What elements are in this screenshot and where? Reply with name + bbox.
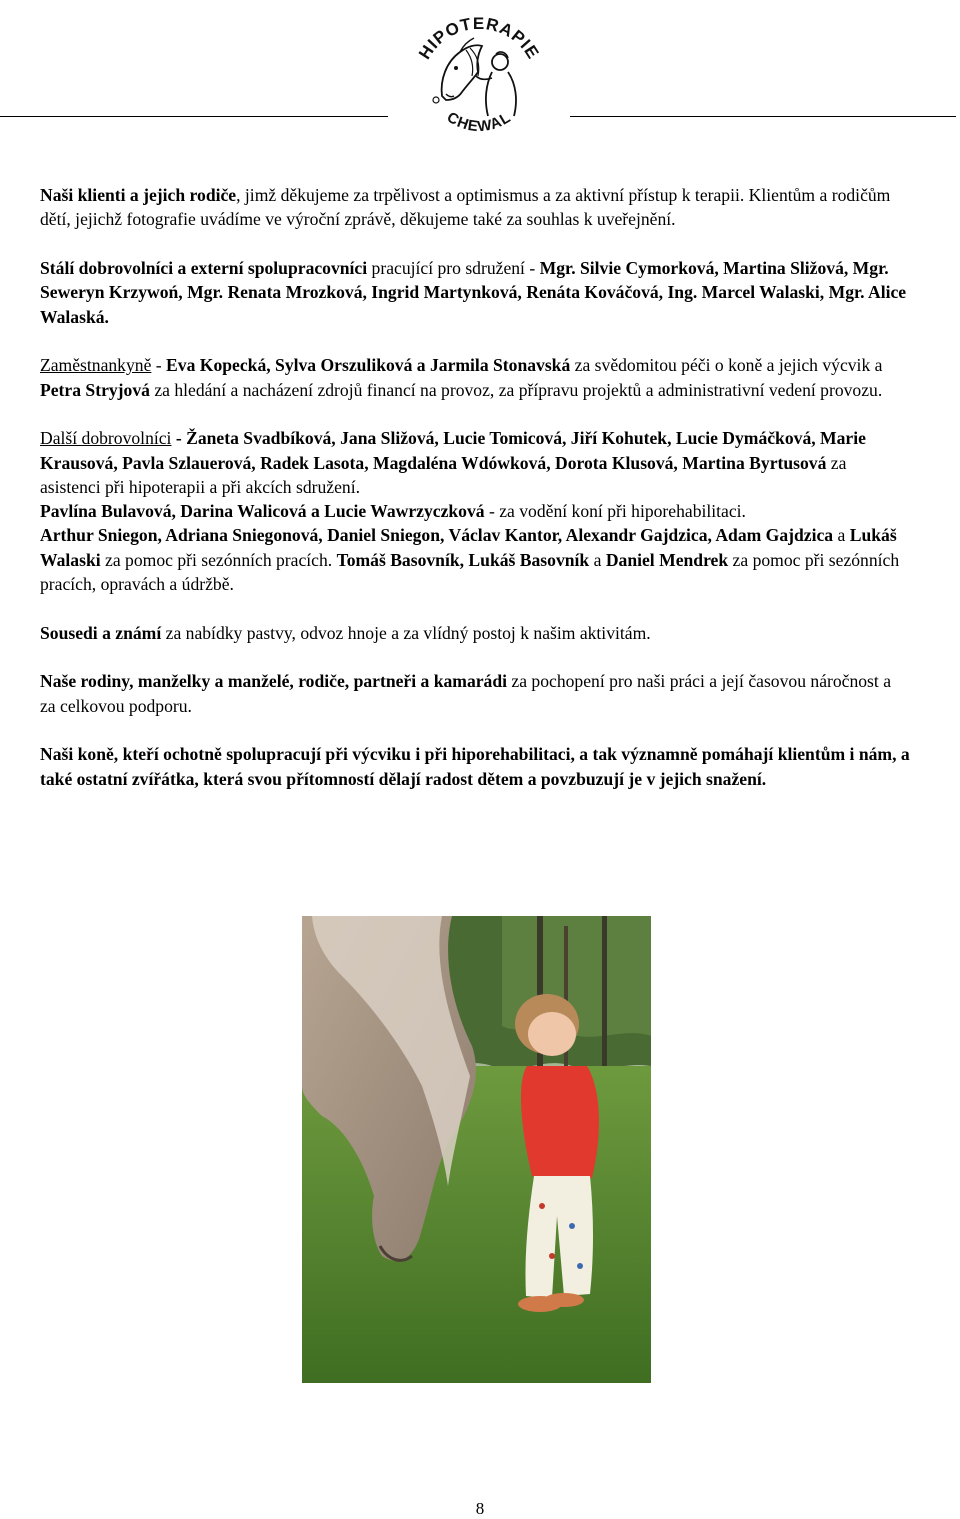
document-body	[40, 183, 910, 791]
text-run: Stálí dobrovolníci a externí spolupracovníci	[40, 257, 368, 278]
paragraph	[40, 256, 910, 329]
text-run: Lukáš Walaski	[40, 525, 897, 570]
text-run: Další dobrovolníci	[40, 428, 172, 449]
paragraph	[40, 742, 910, 791]
paragraph	[40, 353, 910, 402]
photo-horse-and-child	[302, 916, 651, 1383]
text-run: Naše rodiny, manželky a manželé, rodiče, partneři a kamarádi	[40, 671, 508, 692]
svg-text:CHEWAL: CHEWAL	[443, 108, 515, 136]
text-run: za pomoc při sezónních pracích.	[100, 549, 337, 570]
text-run: Petra Stryjová	[40, 379, 150, 400]
page-number: 8	[475, 1499, 485, 1518]
text-run: Daniel Mendrek	[605, 549, 729, 570]
text-run: pracující pro sdružení -	[367, 257, 540, 278]
svg-text:HIPOTERAPIE: HIPOTERAPIE	[415, 14, 543, 63]
text-run: Mgr. Silvie Cymorková, Martina Sližová, Mgr. Seweryn Krzywoń, Mgr. Renata Mrozková, Ingrid Martynková, Renáta Kováčová, Ing. Marcel Walaski, Mgr. Alice Walaská.	[40, 257, 907, 327]
header-rule-left	[0, 116, 388, 117]
paragraph	[40, 499, 910, 523]
text-run: Pavlína Bulavová, Darina Walicová a Lucie Wawrzyczková	[40, 501, 485, 522]
text-run: za asistenci při hipoterapii a při akcích sdružení.	[40, 452, 847, 497]
text-run: , jimž děkujeme za trpělivost a optimismus a za aktivní přístup k terapii. Klientům a rodičům dětí, jejichž fotografie uvádíme ve výroční zprávě, děkujeme také za souhlas k uveřejnění.	[40, 185, 891, 230]
text-run: za svědomitou péči o koně a jejich výcvik a	[570, 355, 883, 376]
text-run: Eva Kopecká, Sylva Orszuliková a Jarmila Stonavská	[166, 355, 571, 376]
text-run: Naši klienti a jejich rodiče	[40, 185, 237, 205]
text-run: a	[833, 525, 850, 546]
text-run: za pomoc při sezónních pracích, opravách a údržbě.	[40, 549, 900, 595]
text-run: - za vodění koní při hiporehabilitaci.	[484, 501, 746, 522]
paragraph	[40, 621, 910, 645]
paragraph	[40, 523, 910, 596]
page-header	[0, 0, 960, 150]
text-run: za hledání a nacházení zdrojů financí na provoz, za přípravu projektů a administrativní vedení provozu.	[149, 379, 883, 400]
text-run: Sousedi a známí	[40, 622, 162, 643]
text-run: Arthur Sniegon, Adriana Sniegonová, Daniel Sniegon, Václav Kantor, Alexandr Gajdzica, Adam Gajdzica	[40, 525, 834, 546]
paragraph	[40, 669, 910, 718]
hipoterapie-chewal-logo	[400, 0, 558, 146]
text-run: za pochopení pro naši práci a její časovou náročnost a za celkovou podporu.	[40, 671, 892, 716]
text-run: -	[151, 355, 167, 376]
text-run: - Žaneta Svadbíková, Jana Sližová, Lucie Tomicová, Jiří Kohutek, Lucie Dymáčková, Marie Krausová, Pavla Szlauerová, Radek Lasota, Magdaléna Wdówková, Dorota Klusová, Martina Byrtusová	[40, 428, 866, 473]
text-run: Naši koně, kteří ochotně spolupracují při výcviku i při hiporehabilitaci, a tak významně pomáhají klientům i nám, a také ostatní zvířátka, která svou přítomností dělají radost dětem a povzbuzují je v jejich snažení.	[40, 744, 910, 789]
text-run: Zaměstnankyně	[40, 355, 152, 376]
header-rule-right	[570, 116, 956, 117]
paragraph	[40, 183, 910, 232]
text-run: Tomáš Basovník, Lukáš Basovník	[336, 549, 590, 570]
paragraph	[40, 426, 910, 499]
text-run: za nabídky pastvy, odvoz hnoje a za vlídný postoj k našim aktivitám.	[161, 622, 651, 643]
text-run: a	[589, 549, 606, 570]
